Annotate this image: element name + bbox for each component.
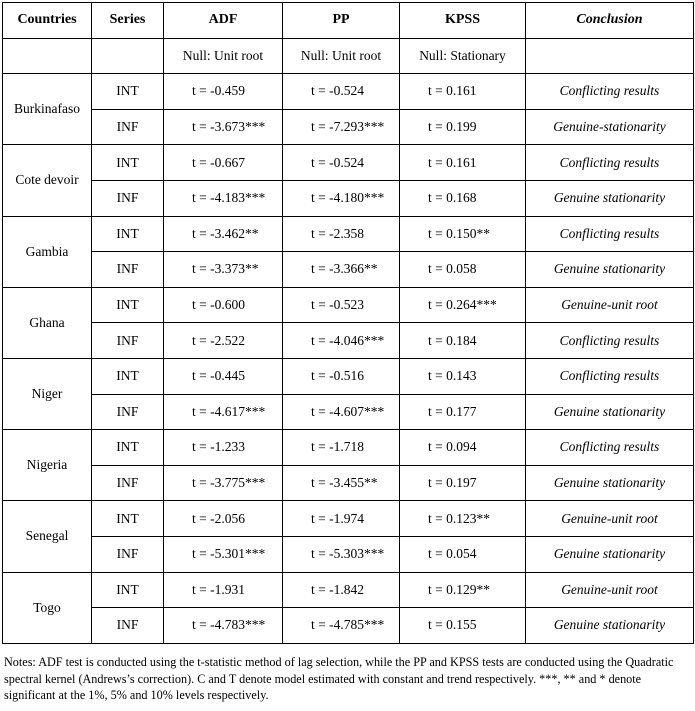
pp-cell: t = -7.293*** xyxy=(283,109,400,145)
table-row xyxy=(3,145,694,181)
null-countries xyxy=(3,38,92,74)
kpss-cell: t = 0.168 xyxy=(400,180,526,216)
kpss-cell: t = 0.161 xyxy=(400,145,526,181)
table-body xyxy=(3,74,694,644)
table-row xyxy=(3,608,694,644)
conclusion-cell: Conflicting results xyxy=(526,216,694,252)
kpss-cell: t = 0.161 xyxy=(400,74,526,110)
pp-cell: t = -0.516 xyxy=(283,358,400,394)
header-kpss: KPSS xyxy=(400,3,526,39)
country-cell: Senegal xyxy=(3,501,92,572)
pp-cell: t = -3.366** xyxy=(283,252,400,288)
adf-cell: t = -0.600 xyxy=(164,287,283,323)
adf-cell: t = -4.183*** xyxy=(164,180,283,216)
kpss-cell: t = 0.155 xyxy=(400,608,526,644)
conclusion-cell: Genuine-stationarity xyxy=(526,109,694,145)
series-cell: INF xyxy=(92,536,164,572)
series-cell: INF xyxy=(92,180,164,216)
null-series xyxy=(92,38,164,74)
table-row xyxy=(3,180,694,216)
kpss-cell: t = 0.184 xyxy=(400,323,526,359)
series-cell: INF xyxy=(92,109,164,145)
country-cell: Burkinafaso xyxy=(3,74,92,145)
table-row xyxy=(3,74,694,110)
table-row xyxy=(3,109,694,145)
table-row xyxy=(3,358,694,394)
null-conclusion xyxy=(526,38,694,74)
table-row xyxy=(3,572,694,608)
table-row xyxy=(3,501,694,537)
table-row xyxy=(3,216,694,252)
series-cell: INT xyxy=(92,430,164,466)
series-cell: INT xyxy=(92,572,164,608)
conclusion-cell: Genuine stationarity xyxy=(526,180,694,216)
table-row xyxy=(3,465,694,501)
header-adf: ADF xyxy=(164,3,283,39)
conclusion-cell: Conflicting results xyxy=(526,358,694,394)
null-adf: Null: Unit root xyxy=(164,38,283,74)
kpss-cell: t = 0.058 xyxy=(400,252,526,288)
pp-cell: t = -2.358 xyxy=(283,216,400,252)
country-cell: Gambia xyxy=(3,216,92,287)
conclusion-cell: Conflicting results xyxy=(526,145,694,181)
null-hypothesis-row xyxy=(3,38,694,74)
pp-cell: t = -4.046*** xyxy=(283,323,400,359)
series-cell: INF xyxy=(92,252,164,288)
series-cell: INF xyxy=(92,323,164,359)
adf-cell: t = -3.373** xyxy=(164,252,283,288)
adf-cell: t = -0.667 xyxy=(164,145,283,181)
adf-cell: t = -2.056 xyxy=(164,501,283,537)
country-cell: Nigeria xyxy=(3,430,92,501)
pp-cell: t = -1.718 xyxy=(283,430,400,466)
country-cell: Ghana xyxy=(3,287,92,358)
pp-cell: t = -3.455** xyxy=(283,465,400,501)
pp-cell: t = -4.180*** xyxy=(283,180,400,216)
header-conclusion: Conclusion xyxy=(526,3,694,39)
adf-cell: t = -5.301*** xyxy=(164,536,283,572)
conclusion-cell: Genuine stationarity xyxy=(526,465,694,501)
conclusion-cell: Genuine stationarity xyxy=(526,394,694,430)
conclusion-cell: Genuine-unit root xyxy=(526,572,694,608)
table-row xyxy=(3,430,694,466)
adf-cell: t = -3.673*** xyxy=(164,109,283,145)
conclusion-cell: Genuine stationarity xyxy=(526,252,694,288)
conclusion-cell: Conflicting results xyxy=(526,430,694,466)
series-cell: INT xyxy=(92,145,164,181)
header-pp: PP xyxy=(283,3,400,39)
unit-root-results-table xyxy=(2,2,694,644)
kpss-cell: t = 0.197 xyxy=(400,465,526,501)
country-cell: Cote devoir xyxy=(3,145,92,216)
adf-cell: t = -4.617*** xyxy=(164,394,283,430)
kpss-cell: t = 0.129** xyxy=(400,572,526,608)
table-notes: Notes: ADF test is conducted using the t-statistic method of lag selection, while the PP and KPSS tests are conducted using the Quadratic spectral kernel (Andrews’s correction). C and T denote model estimated with constant and trend respectively. ***, ** and * denote significant at the 1%, 5% and 10% levels respectively. xyxy=(4,655,674,702)
conclusion-cell: Genuine stationarity xyxy=(526,608,694,644)
series-cell: INT xyxy=(92,501,164,537)
series-cell: INT xyxy=(92,287,164,323)
adf-cell: t = -0.459 xyxy=(164,74,283,110)
table-row xyxy=(3,287,694,323)
pp-cell: t = -0.524 xyxy=(283,145,400,181)
series-cell: INF xyxy=(92,608,164,644)
adf-cell: t = -2.522 xyxy=(164,323,283,359)
adf-cell: t = -1.233 xyxy=(164,430,283,466)
table-row xyxy=(3,536,694,572)
kpss-cell: t = 0.177 xyxy=(400,394,526,430)
pp-cell: t = -4.785*** xyxy=(283,608,400,644)
header-row xyxy=(3,3,694,39)
kpss-cell: t = 0.143 xyxy=(400,358,526,394)
adf-cell: t = -3.462** xyxy=(164,216,283,252)
kpss-cell: t = 0.199 xyxy=(400,109,526,145)
adf-cell: t = -1.931 xyxy=(164,572,283,608)
series-cell: INF xyxy=(92,394,164,430)
country-cell: Niger xyxy=(3,358,92,429)
series-cell: INT xyxy=(92,358,164,394)
series-cell: INF xyxy=(92,465,164,501)
pp-cell: t = -4.607*** xyxy=(283,394,400,430)
pp-cell: t = -1.974 xyxy=(283,501,400,537)
null-kpss: Null: Stationary xyxy=(400,38,526,74)
kpss-cell: t = 0.094 xyxy=(400,430,526,466)
table-row xyxy=(3,323,694,359)
pp-cell: t = -0.524 xyxy=(283,74,400,110)
null-pp: Null: Unit root xyxy=(283,38,400,74)
conclusion-cell: Conflicting results xyxy=(526,74,694,110)
conclusion-cell: Conflicting results xyxy=(526,323,694,359)
series-cell: INT xyxy=(92,74,164,110)
conclusion-cell: Genuine-unit root xyxy=(526,287,694,323)
table-row xyxy=(3,394,694,430)
adf-cell: t = -4.783*** xyxy=(164,608,283,644)
table-row xyxy=(3,252,694,288)
kpss-cell: t = 0.054 xyxy=(400,536,526,572)
adf-cell: t = -0.445 xyxy=(164,358,283,394)
pp-cell: t = -0.523 xyxy=(283,287,400,323)
country-cell: Togo xyxy=(3,572,92,643)
kpss-cell: t = 0.123** xyxy=(400,501,526,537)
header-series: Series xyxy=(92,3,164,39)
kpss-cell: t = 0.264*** xyxy=(400,287,526,323)
pp-cell: t = -5.303*** xyxy=(283,536,400,572)
adf-cell: t = -3.775*** xyxy=(164,465,283,501)
kpss-cell: t = 0.150** xyxy=(400,216,526,252)
pp-cell: t = -1.842 xyxy=(283,572,400,608)
header-countries: Countries xyxy=(3,3,92,39)
conclusion-cell: Genuine-unit root xyxy=(526,501,694,537)
conclusion-cell: Genuine stationarity xyxy=(526,536,694,572)
series-cell: INT xyxy=(92,216,164,252)
